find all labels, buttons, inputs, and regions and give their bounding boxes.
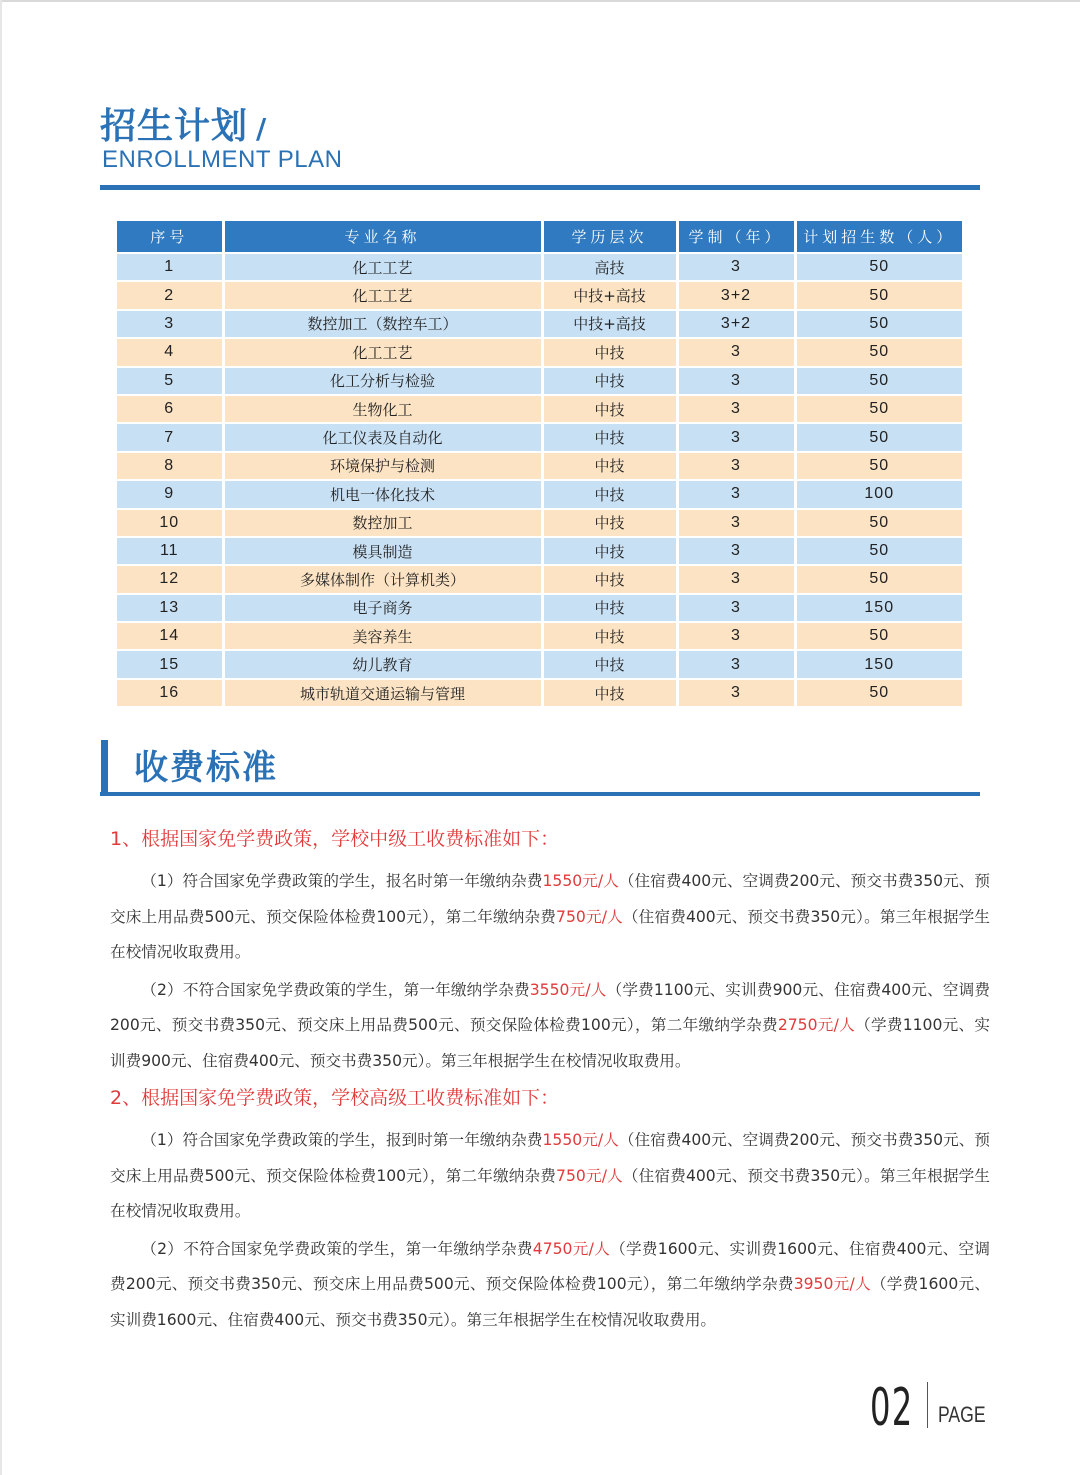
table-cell: 中技 <box>542 650 677 678</box>
table-cell: 15 <box>117 650 223 678</box>
table-cell: 14 <box>117 622 223 650</box>
column-header: 计划招生数（人） <box>795 221 962 253</box>
fee-paragraph <box>110 1123 990 1230</box>
table-cell: 3 <box>677 395 795 423</box>
table-cell: 生物化工 <box>223 395 542 423</box>
table-cell: 高技 <box>542 253 677 281</box>
table-cell: 50 <box>795 310 962 338</box>
fee-text: （2）不符合国家免学费政策的学生，第一年缴纳学杂费 <box>141 980 530 999</box>
page-separator <box>927 1382 928 1428</box>
table-cell: 3 <box>677 423 795 451</box>
fee-text: （1）符合国家免学费政策的学生，报名时第一年缴纳杂费 <box>141 872 543 890</box>
table-cell: 城市轨道交通运输与管理 <box>223 679 542 707</box>
page-top-border <box>0 0 1080 2</box>
table-cell: 3 <box>117 310 223 338</box>
table-row <box>117 281 962 309</box>
table-cell: 50 <box>795 395 962 423</box>
fee-text: （学费1100元、实训费900元、住宿费400元、空调费200元、预交书费350元、预交床上用品费500元、预交保险体检费100元），第二年缴纳学杂费 <box>110 980 990 1034</box>
fee-heading-advanced: 2、根据国家免学费政策，学校高级工收费标准如下： <box>110 1087 560 1109</box>
table-cell: 6 <box>117 395 223 423</box>
table-cell: 3 <box>677 565 795 593</box>
table-cell: 3 <box>677 338 795 366</box>
table-cell: 3 <box>677 480 795 508</box>
fee-text: （住宿费400元、预交书费350元）。第三年根据学生在校情况收取费用。 <box>110 1166 990 1220</box>
table-cell: 50 <box>795 537 962 565</box>
table-cell: 3 <box>677 509 795 537</box>
table-row <box>117 253 962 281</box>
table-cell: 50 <box>795 338 962 366</box>
fee-heading-intermediate: 1、根据国家免学费政策，学校中级工收费标准如下： <box>110 828 560 850</box>
column-header: 学历层次 <box>542 221 677 253</box>
fee-amount: 750元/人 <box>556 1166 623 1185</box>
table-cell: 50 <box>795 281 962 309</box>
fee-amount: 1550元/人 <box>542 872 619 890</box>
column-header: 学制（年） <box>677 221 795 253</box>
table-cell: 中技 <box>542 537 677 565</box>
table-cell: 中技 <box>542 679 677 707</box>
table-row <box>117 537 962 565</box>
table-row <box>117 679 962 707</box>
fee-paragraph <box>110 973 990 1080</box>
table-cell: 模具制造 <box>223 537 542 565</box>
enrollment-table <box>117 221 962 708</box>
table-cell: 13 <box>117 594 223 622</box>
table-cell: 中技 <box>542 622 677 650</box>
table-cell: 100 <box>795 480 962 508</box>
table-cell: 中技 <box>542 509 677 537</box>
table-cell: 化工工艺 <box>223 281 542 309</box>
title-divider <box>100 185 980 190</box>
fee-paragraph <box>110 864 990 971</box>
fee-amount: 4750元/人 <box>532 1239 611 1258</box>
table-cell: 数控加工（数控车工） <box>223 310 542 338</box>
table-row <box>117 650 962 678</box>
table-cell: 3 <box>677 367 795 395</box>
column-header: 序号 <box>117 221 223 253</box>
fee-amount: 1550元/人 <box>542 1131 619 1149</box>
title-slash: / <box>256 112 268 145</box>
page-label: PAGE <box>938 1402 986 1427</box>
table-cell: 7 <box>117 423 223 451</box>
page-title-text: 招生计划 <box>100 106 249 147</box>
table-row <box>117 395 962 423</box>
table-cell: 化工工艺 <box>223 253 542 281</box>
table-cell: 50 <box>795 565 962 593</box>
table-cell: 3 <box>677 537 795 565</box>
table-cell: 3 <box>677 650 795 678</box>
table-cell: 机电一体化技术 <box>223 480 542 508</box>
table-cell: 50 <box>795 423 962 451</box>
table-cell: 化工工艺 <box>223 338 542 366</box>
table-cell: 美容养生 <box>223 622 542 650</box>
fee-amount: 3550元/人 <box>529 980 607 999</box>
table-cell: 中技 <box>542 565 677 593</box>
fee-section-title: 收费标准 <box>134 748 278 788</box>
table-row <box>117 594 962 622</box>
section-marker <box>101 740 108 792</box>
table-cell: 中技+高技 <box>542 281 677 309</box>
table-cell: 50 <box>795 367 962 395</box>
table-cell: 1 <box>117 253 223 281</box>
table-cell: 50 <box>795 509 962 537</box>
table-cell: 150 <box>795 594 962 622</box>
table-cell: 中技+高技 <box>542 310 677 338</box>
table-cell: 3 <box>677 253 795 281</box>
table-cell: 11 <box>117 537 223 565</box>
table-row <box>117 367 962 395</box>
table-cell: 电子商务 <box>223 594 542 622</box>
page-number: 02 <box>870 1378 914 1438</box>
fee-text: （学费1100元、实训费900元、住宿费400元、预交书费350元）。第三年根据学生在校情况收取费用。 <box>110 1016 990 1070</box>
table-cell: 3 <box>677 452 795 480</box>
fee-amount: 750元/人 <box>556 907 623 926</box>
table-row <box>117 452 962 480</box>
table-cell: 中技 <box>542 395 677 423</box>
table-cell: 3+2 <box>677 310 795 338</box>
page-left-border <box>0 0 2 1475</box>
table-cell: 化工分析与检验 <box>223 367 542 395</box>
table-cell: 10 <box>117 509 223 537</box>
table-cell: 4 <box>117 338 223 366</box>
fee-content <box>110 822 990 1340</box>
table-cell: 5 <box>117 367 223 395</box>
fee-paragraph <box>110 1232 990 1339</box>
fee-text: （学费1600元、实训费1600元、住宿费400元、预交书费350元）。第三年根据学生在校情况收取费用。 <box>110 1275 990 1329</box>
fee-text: （住宿费400元、预交书费350元）。第三年根据学生在校情况收取费用。 <box>110 907 990 961</box>
table-cell: 化工仪表及自动化 <box>223 423 542 451</box>
table-cell: 3 <box>677 622 795 650</box>
table-row <box>117 423 962 451</box>
table-row <box>117 622 962 650</box>
table-row <box>117 480 962 508</box>
table-cell: 中技 <box>542 367 677 395</box>
table-cell: 8 <box>117 452 223 480</box>
table-cell: 50 <box>795 679 962 707</box>
table-row <box>117 310 962 338</box>
table-cell: 中技 <box>542 338 677 366</box>
table-cell: 幼儿教育 <box>223 650 542 678</box>
fee-text: （1）符合国家免学费政策的学生，报到时第一年缴纳杂费 <box>141 1131 543 1149</box>
fee-text: （住宿费400元、空调费200元、预交书费350元、预交床上用品费500元、预交保险体检费100元），第二年缴纳杂费 <box>110 872 991 926</box>
table-cell: 3 <box>677 594 795 622</box>
table-cell: 数控加工 <box>223 509 542 537</box>
table-row <box>117 565 962 593</box>
table-cell: 2 <box>117 281 223 309</box>
table-row <box>117 338 962 366</box>
table-cell: 中技 <box>542 423 677 451</box>
table-cell: 16 <box>117 679 223 707</box>
page-title <box>100 98 267 149</box>
table-cell: 50 <box>795 452 962 480</box>
table-cell: 3+2 <box>677 281 795 309</box>
table-cell: 50 <box>795 253 962 281</box>
table-body <box>117 253 962 707</box>
table-cell: 中技 <box>542 594 677 622</box>
fee-divider <box>100 792 980 796</box>
table-cell: 环境保护与检测 <box>223 452 542 480</box>
table-cell: 12 <box>117 565 223 593</box>
table-row <box>117 509 962 537</box>
page-subtitle-en: ENROLLMENT PLAN <box>102 146 343 173</box>
table-cell: 150 <box>795 650 962 678</box>
table-cell: 3 <box>677 679 795 707</box>
table-header-row <box>117 221 962 253</box>
table-cell: 中技 <box>542 480 677 508</box>
table-cell: 9 <box>117 480 223 508</box>
table-cell: 中技 <box>542 452 677 480</box>
fee-text: （学费1600元、实训费1600元、住宿费400元、空调费200元、预交书费350元、预交床上用品费500元、预交保险体检费100元），第二年缴纳学杂费 <box>110 1239 990 1293</box>
fee-text: （住宿费400元、空调费200元、预交书费350元、预交床上用品费500元、预交保险体检费100元），第二年缴纳杂费 <box>110 1131 991 1185</box>
fee-amount: 2750元/人 <box>777 1016 856 1034</box>
table-cell: 多媒体制作（计算机类） <box>223 565 542 593</box>
fee-text: （2）不符合国家免学费政策的学生，第一年缴纳学杂费 <box>141 1239 533 1258</box>
column-header: 专业名称 <box>223 221 542 253</box>
table-cell: 50 <box>795 622 962 650</box>
fee-amount: 3950元/人 <box>793 1275 871 1293</box>
